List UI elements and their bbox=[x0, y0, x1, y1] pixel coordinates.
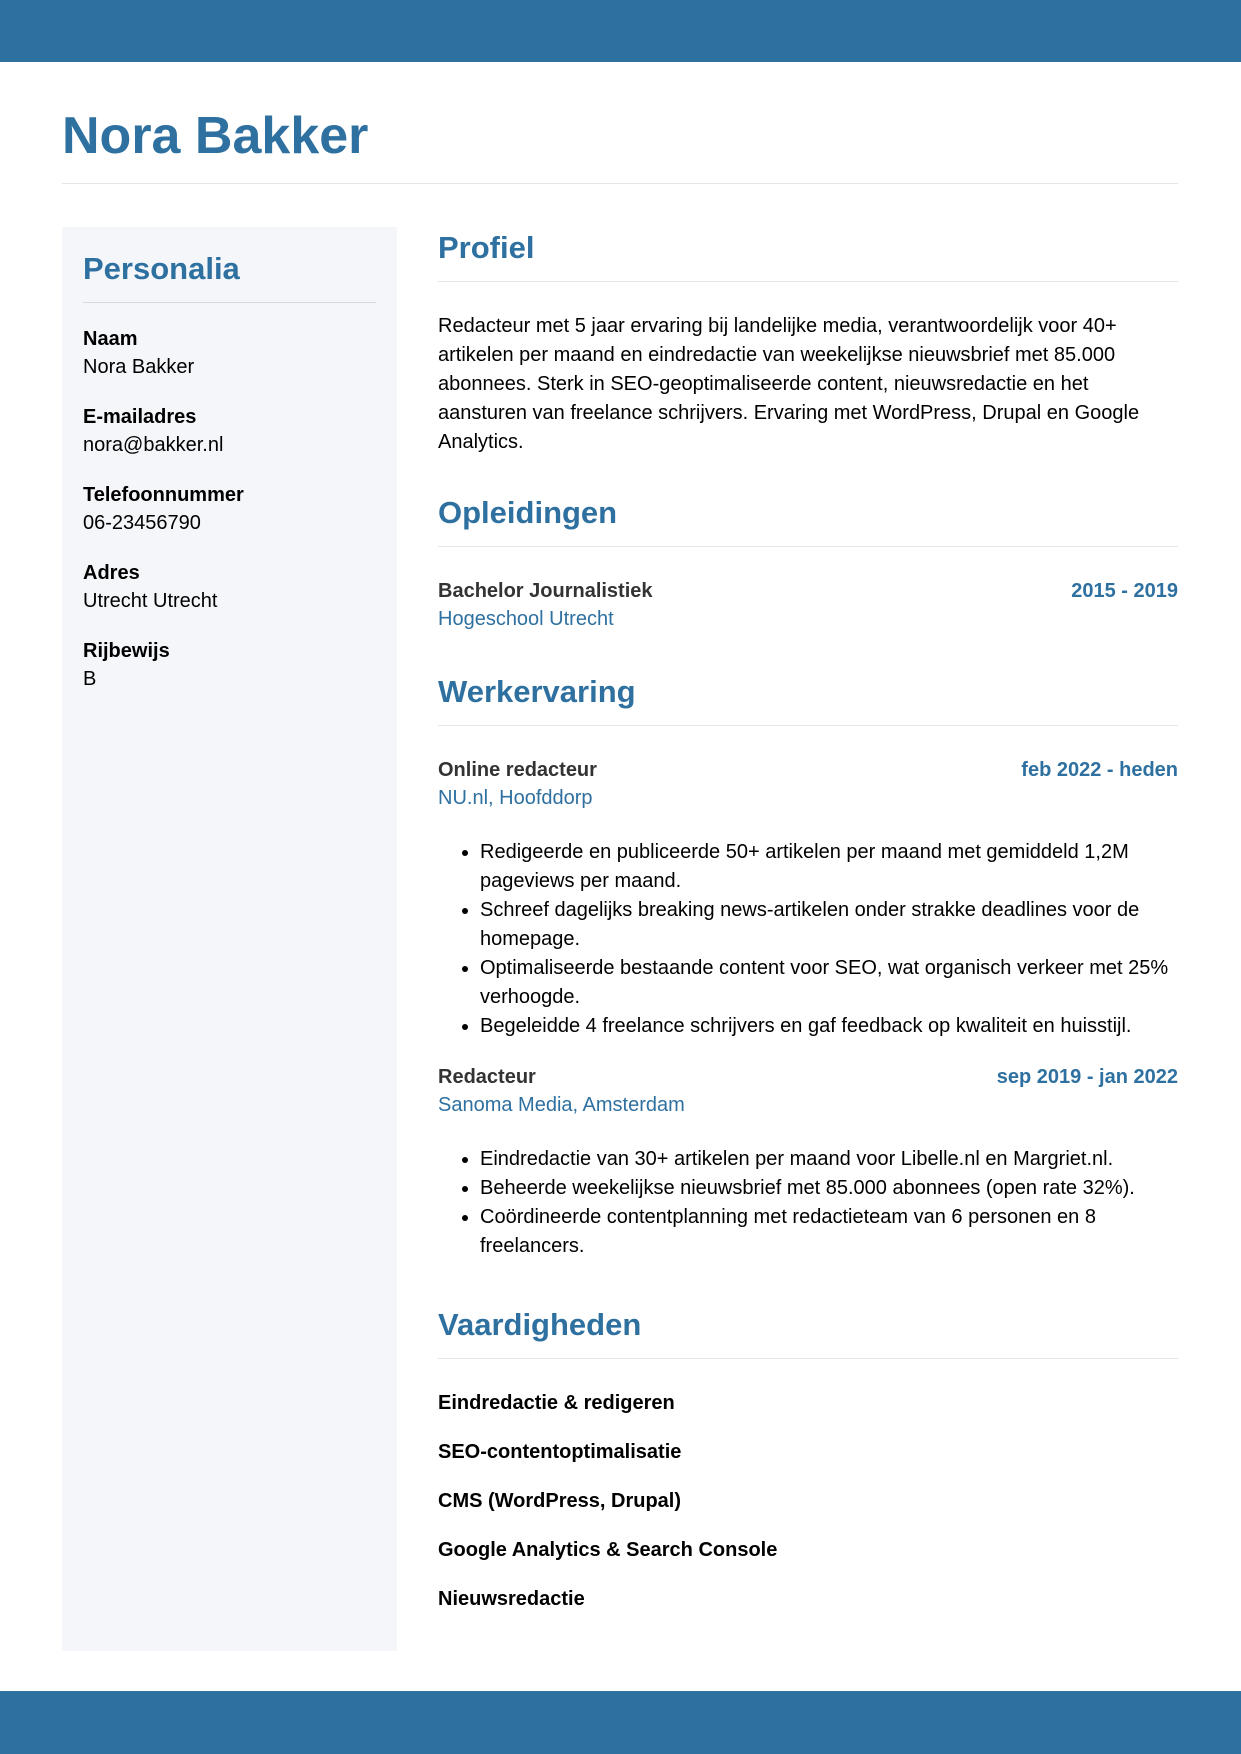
list-item: • Beheerde weekelijkse nieuwsbrief met 85.000 abonnees (open rate 32%). bbox=[480, 1174, 1178, 1203]
skill-item: SEO-contentoptimalisatie bbox=[438, 1441, 682, 1463]
skills-section bbox=[438, 1303, 1178, 1613]
sidebar-title: Personalia bbox=[83, 247, 376, 303]
section-title-profile: Profiel bbox=[438, 226, 1178, 282]
profile-summary: Redacteur met 5 jaar ervaring bij landelijke media, verantwoordelijk voor 40+ artikelen per maand en eindredactie van weekelijkse nieuwsbrief met 85.000 abonnees. Sterk in SEO-geoptimaliseerde content, nieuwsredactie en het aansturen van freelance schrijvers. Ervaring met WordPress, Drupal en Google Analytics. bbox=[438, 315, 1140, 453]
job-entry bbox=[438, 756, 1178, 1041]
skill-item: Eindredactie & redigeren bbox=[438, 1392, 675, 1414]
top-accent-bar bbox=[0, 0, 1241, 62]
personal-details-sidebar bbox=[62, 227, 397, 1651]
field-label: Adres bbox=[83, 562, 140, 584]
list-item: • Coördineerde contentplanning met redactieteam van 6 personen en 8 freelancers. bbox=[480, 1203, 1178, 1261]
email-value: nora@bakker.nl bbox=[83, 434, 224, 456]
field-address bbox=[83, 559, 376, 615]
list-item: • Optimaliseerde bestaande content voor SEO, wat organisch verkeer met 25% verhoogde. bbox=[480, 954, 1178, 1012]
candidate-name: Nora Bakker bbox=[62, 107, 369, 165]
field-label: Telefoonnummer bbox=[83, 484, 244, 506]
name-header bbox=[62, 100, 1178, 184]
field-email bbox=[83, 403, 376, 459]
field-label: Rijbewijs bbox=[83, 640, 170, 662]
skill-item: Nieuwsredactie bbox=[438, 1588, 585, 1610]
bottom-accent-bar bbox=[0, 1691, 1241, 1754]
list-item: • Eindredactie van 30+ artikelen per maand voor Libelle.nl en Margriet.nl. bbox=[480, 1145, 1178, 1174]
section-title-experience: Werkervaring bbox=[438, 670, 1178, 726]
field-phone bbox=[83, 481, 376, 537]
section-title-skills: Vaardigheden bbox=[438, 1303, 1178, 1359]
job-achievements bbox=[438, 1145, 1178, 1261]
list-item: • Schreef dagelijks breaking news-artikelen onder strakke deadlines voor de homepage. bbox=[480, 896, 1178, 954]
job-role: Online redacteur bbox=[438, 759, 597, 781]
education-entry bbox=[438, 577, 1178, 634]
education-section bbox=[438, 491, 1178, 634]
job-company: NU.nl, Hoofddorp bbox=[438, 787, 593, 809]
field-value: Nora Bakker bbox=[83, 356, 195, 378]
job-entry bbox=[438, 1063, 1178, 1261]
list-item: • Redigeerde en publiceerde 50+ artikelen per maand met gemiddeld 1,2M pageviews per maand. bbox=[480, 838, 1178, 896]
field-label: Naam bbox=[83, 328, 138, 350]
section-title-education: Opleidingen bbox=[438, 491, 1178, 547]
field-drivers-license bbox=[83, 637, 376, 693]
field-name bbox=[83, 325, 376, 381]
field-label: E-mailadres bbox=[83, 406, 197, 428]
job-company: Sanoma Media, Amsterdam bbox=[438, 1094, 685, 1116]
skill-item: CMS (WordPress, Drupal) bbox=[438, 1490, 681, 1512]
phone-value: 06-23456790 bbox=[83, 512, 201, 534]
main-content bbox=[438, 226, 1178, 1634]
profile-section bbox=[438, 226, 1178, 457]
job-role: Redacteur bbox=[438, 1066, 536, 1088]
job-period: feb 2022 - heden bbox=[1021, 759, 1178, 781]
school-name: Hogeschool Utrecht bbox=[438, 608, 614, 630]
degree-title: Bachelor Journalistiek bbox=[438, 580, 653, 602]
job-period: sep 2019 - jan 2022 bbox=[996, 1066, 1178, 1088]
skill-item: Google Analytics & Search Console bbox=[438, 1539, 778, 1561]
field-value: Utrecht Utrecht bbox=[83, 590, 218, 612]
field-value: B bbox=[83, 668, 97, 690]
list-item: • Begeleidde 4 freelance schrijvers en gaf feedback op kwaliteit en huisstijl. bbox=[480, 1012, 1178, 1041]
education-period: 2015 - 2019 bbox=[1071, 580, 1178, 602]
experience-section bbox=[438, 670, 1178, 1261]
job-achievements bbox=[438, 838, 1178, 1041]
